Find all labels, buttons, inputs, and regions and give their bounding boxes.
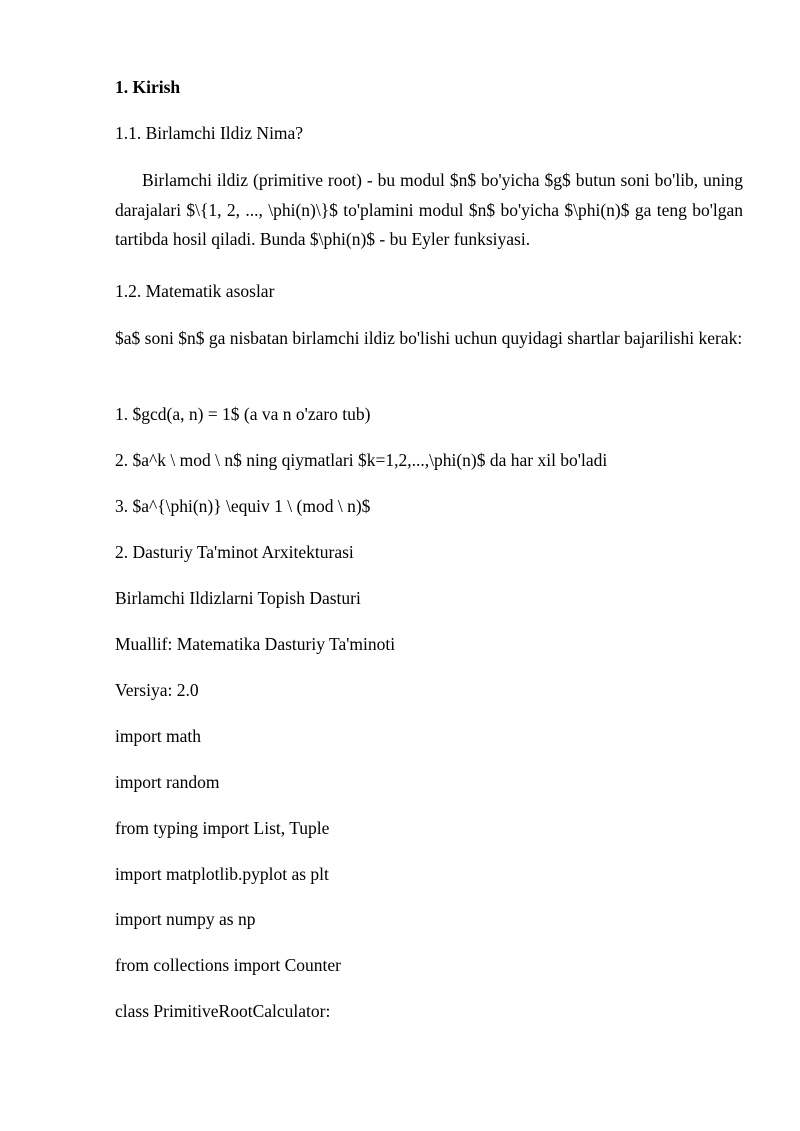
code-line: import numpy as np (115, 909, 256, 929)
author-line: Muallif: Matematika Dasturiy Ta'minoti (115, 634, 396, 654)
subsection-heading-1-2: 1.2. Matematik asoslar (115, 281, 275, 301)
section-heading-kirish: 1. Kirish (115, 77, 181, 97)
code-line: class PrimitiveRootCalculator: (115, 1001, 331, 1021)
code-line: import matplotlib.pyplot as plt (115, 864, 329, 884)
subsection-heading-1-1: 1.1. Birlamchi Ildiz Nima? (115, 123, 304, 143)
code-line: from typing import List, Tuple (115, 818, 330, 838)
code-line: import math (115, 726, 202, 746)
program-title: Birlamchi Ildizlarni Topish Dasturi (115, 588, 361, 608)
definition-paragraph: Birlamchi ildiz (primitive root) - bu modul $n$ bo'yicha $g$ butun soni bo'lib, uning darajalari $\{1, 2, ..., \phi(n)\}$ to'plamini modul $n$ bo'yicha $\phi(n)$ ga teng bo'lgan tartibda hosil qiladi. Bunda $\phi(n)$ - bu Eyler funksiyasi. (115, 170, 743, 249)
condition-item: 2. $a^k \ mod \ n$ ning qiymatlari $k=1,2,...,\phi(n)$ da har xil bo'ladi (115, 450, 608, 470)
version-line: Versiya: 2.0 (115, 680, 199, 700)
condition-item: 1. $gcd(a, n) = 1$ (a va n o'zaro tub) (115, 404, 371, 424)
code-line: import random (115, 772, 220, 792)
code-line: from collections import Counter (115, 955, 341, 975)
conditions-intro-paragraph: $a$ soni $n$ ga nisbatan birlamchi ildiz bo'lishi uchun quyidagi shartlar bajarilishi kerak: (115, 328, 743, 348)
section-heading-2: 2. Dasturiy Ta'minot Arxitekturasi (115, 542, 354, 562)
condition-item: 3. $a^{\phi(n)} \equiv 1 \ (mod \ n)$ (115, 496, 371, 516)
